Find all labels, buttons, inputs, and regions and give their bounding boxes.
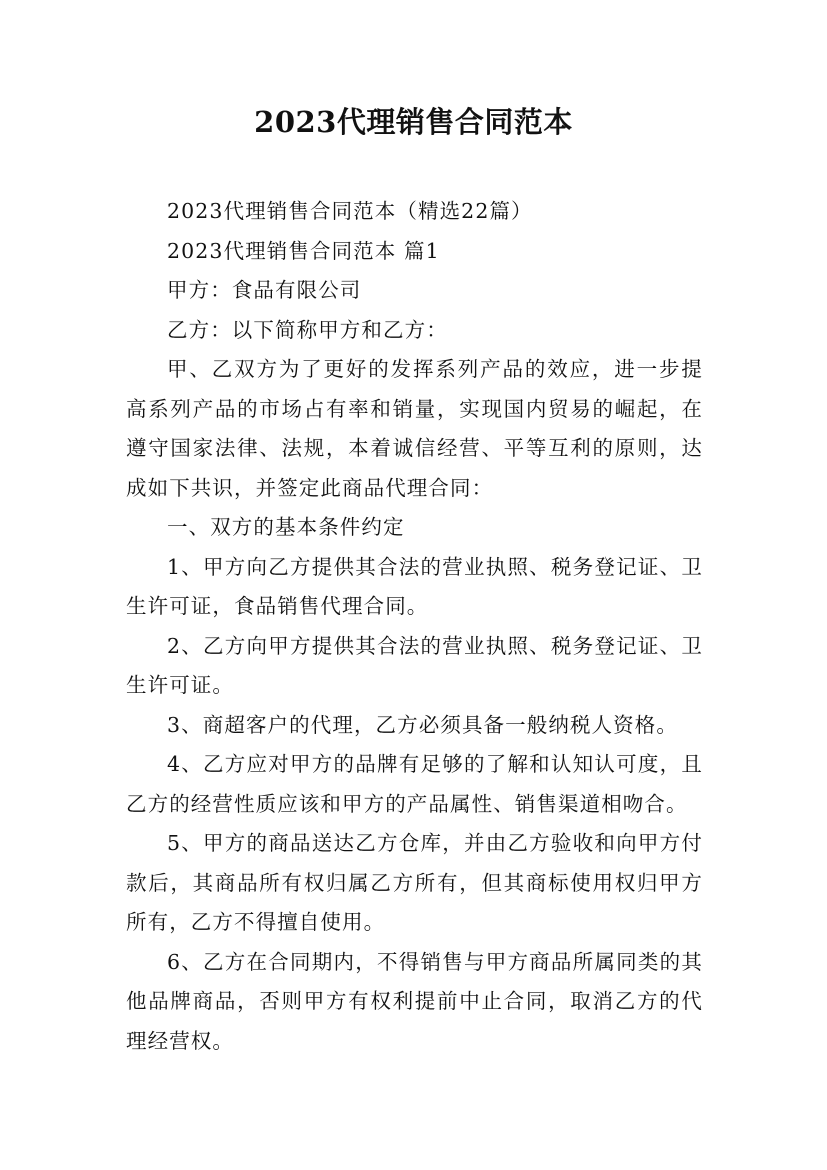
paragraph-section-heading: 2023代理销售合同范本 篇1 — [167, 238, 440, 263]
paragraph-clause-2: 2、乙方向甲方提供其合法的营业执照、税务登记证、卫生许可证。 — [126, 633, 703, 697]
paragraph-preamble: 甲、乙双方为了更好的发挥系列产品的效应，进一步提高系列产品的市场占有率和销量，实现国内贸易的崛起，在遵守国家法律、法规，本着诚信经营、平等互利的原则，达成如下共识，并签定此商品代理合同： — [126, 357, 703, 500]
paragraph-party-a: 甲方：食品有限公司 — [167, 278, 362, 302]
document-body — [126, 192, 703, 1061]
paragraph-party-b: 乙方：以下简称甲方和乙方： — [167, 317, 448, 342]
paragraph-clause-1: 1、甲方向乙方提供其合法的营业执照、税务登记证、卫生许可证，食品销售代理合同。 — [126, 554, 703, 618]
paragraph-clause-3: 3、商超客户的代理，乙方必须具备一般纳税人资格。 — [167, 712, 678, 737]
paragraph-clause-6: 6、乙方在合同期内，不得销售与甲方商品所属同类的其他品牌商品，否则甲方有权利提前中止合同，取消乙方的代理经营权。 — [126, 949, 703, 1053]
paragraph-subtitle: 2023代理销售合同范本（精选22篇） — [167, 199, 533, 223]
paragraph-clause-5: 5、甲方的商品送达乙方仓库，并由乙方验收和向甲方付款后，其商品所有权归属乙方所有，但其商标使用权归甲方所有，乙方不得擅自使用。 — [126, 831, 703, 934]
paragraph-clause-4: 4、乙方应对甲方的品牌有足够的了解和认知认可度，且乙方的经营性质应该和甲方的产品属性、销售渠道相吻合。 — [126, 752, 703, 816]
paragraph-clause-heading: 一、双方的基本条件约定 — [167, 515, 405, 539]
document-title: 2023代理销售合同范本 — [254, 105, 573, 139]
